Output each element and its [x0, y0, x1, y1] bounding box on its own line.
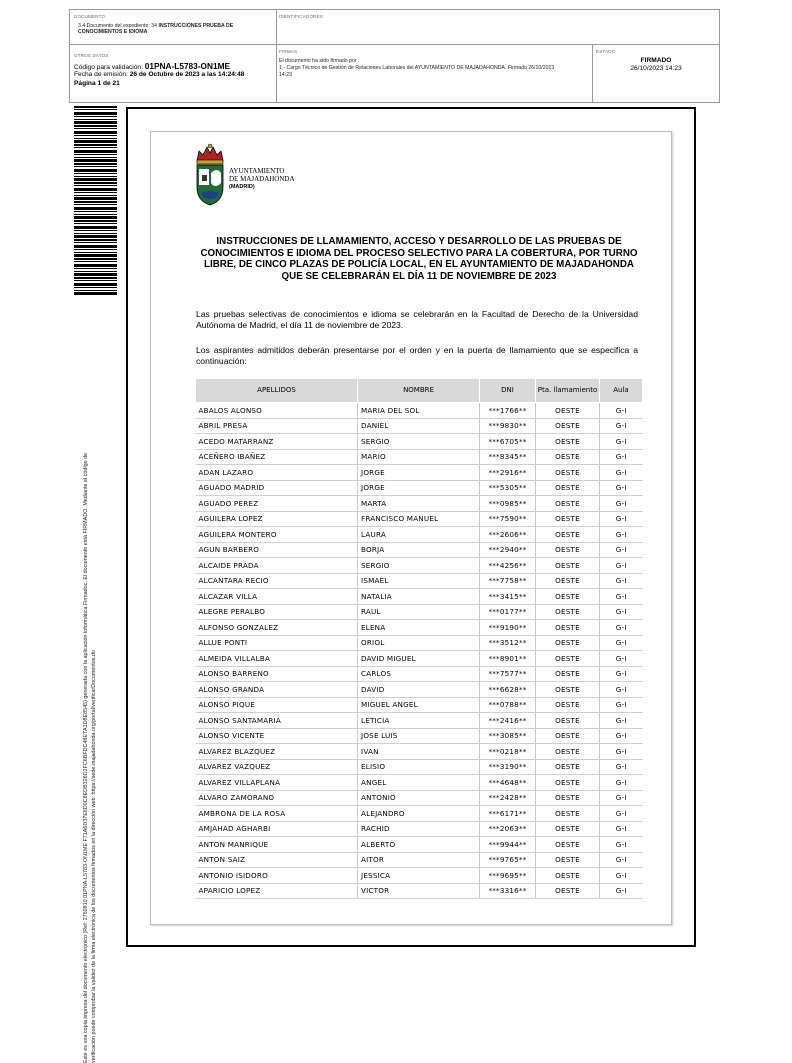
dni-cell: ***9944**: [480, 837, 536, 853]
apellidos-cell: ANTONIO ISIDORO: [196, 868, 358, 884]
document-title: INSTRUCCIONES DE LLAMAMIENTO, ACCESO Y DESARROLLO DE LAS PRUEBAS DE CONOCIMIENTOS E IDIOMA DEL PROCESO SELECTIVO PARA LA COBERTURA, POR TURNO LIBRE, DE CINCO PLAZAS DE POLICÍA LOCAL, EN EL AYUNTAMIENTO DE MAJADAHONDA QUE SE CELEBRARÁN EL DÍA 11 DE NOVIEMBRE DE 2023: [200, 236, 638, 283]
dni-cell: ***9765**: [480, 852, 536, 868]
dni-cell: ***8345**: [480, 449, 536, 465]
table-row: [196, 542, 643, 558]
apellidos-cell: ALFONSO GONZALEZ: [196, 620, 358, 636]
apellidos-cell: ALONSO PIQUE: [196, 697, 358, 713]
table-row: [196, 449, 643, 465]
dni-cell: ***2428**: [480, 790, 536, 806]
puerta-cell: OESTE: [536, 558, 600, 574]
logo-line2: DE MAJADAHONDA: [229, 175, 295, 183]
table-row: [196, 744, 643, 760]
puerta-cell: OESTE: [536, 620, 600, 636]
dni-cell: ***0788**: [480, 697, 536, 713]
aula-cell: G-I: [600, 511, 643, 527]
side-text-line2: verificación puede comprobar la validez de la firma electrónica de los documentos firmados en la dirección web: https://sede.majadahonda.org/portal/verificarDocumentos.do: [91, 650, 97, 1063]
table-row: [196, 868, 643, 884]
nombre-cell: MARIO: [358, 449, 480, 465]
nombre-cell: VICTOR: [358, 883, 480, 899]
apellidos-cell: ALONSO BARRENO: [196, 666, 358, 682]
table-row: [196, 573, 643, 589]
puerta-cell: OESTE: [536, 527, 600, 543]
documento-caption: DOCUMENTO: [74, 14, 106, 19]
document-header: [69, 9, 720, 103]
apellidos-cell: AMBRONA DE LA ROSA: [196, 806, 358, 822]
nombre-cell: JESSICA: [358, 868, 480, 884]
aula-cell: G-I: [600, 713, 643, 729]
table-row: [196, 682, 643, 698]
firmas-line2: 1.- Cargo Técnico de Gestión de Relaciones Laborales del AYUNTAMIENTO DE MAJADAHONDA. Firmado 26/10/2023: [279, 65, 555, 71]
aula-cell: G-I: [600, 542, 643, 558]
nombre-cell: ELENA: [358, 620, 480, 636]
nombre-cell: DANIEL: [358, 418, 480, 434]
municipality-name: [229, 167, 295, 191]
otros-datos-caption: OTROS DATOS: [74, 53, 109, 58]
aula-cell: G-I: [600, 496, 643, 512]
header-dni: DNI: [480, 379, 536, 403]
apellidos-cell: ALLUE PONTI: [196, 635, 358, 651]
aula-cell: G-I: [600, 589, 643, 605]
dni-cell: ***4256**: [480, 558, 536, 574]
nombre-cell: MARIA DEL SOL: [358, 403, 480, 419]
aula-cell: G-I: [600, 527, 643, 543]
puerta-cell: OESTE: [536, 496, 600, 512]
apellidos-cell: ALONSO VICENTE: [196, 728, 358, 744]
puerta-cell: OESTE: [536, 589, 600, 605]
aula-cell: G-I: [600, 620, 643, 636]
table-row: [196, 496, 643, 512]
dni-cell: ***6705**: [480, 434, 536, 450]
nombre-cell: ISMAEL: [358, 573, 480, 589]
page-count: Página 1 de 21: [74, 80, 120, 87]
table-row: [196, 883, 643, 899]
nombre-cell: ALBERTO: [358, 837, 480, 853]
estado-value: FIRMADO: [640, 57, 672, 64]
dni-cell: ***9830**: [480, 418, 536, 434]
apellidos-cell: ALMEIDA VILLALBA: [196, 651, 358, 667]
aula-cell: G-I: [600, 790, 643, 806]
table-row: [196, 403, 643, 419]
nombre-cell: RAUL: [358, 604, 480, 620]
documento-text: 3.4 Documento del expediente: 34 INSTRUCCIONES PRUEBA DE CONOCIMIENTOS E IDIOMA: [78, 23, 234, 35]
table-row: [196, 418, 643, 434]
nombre-cell: NATALIA: [358, 589, 480, 605]
nombre-cell: CARLOS: [358, 666, 480, 682]
aula-cell: G-I: [600, 651, 643, 667]
aula-cell: G-I: [600, 837, 643, 853]
puerta-cell: OESTE: [536, 573, 600, 589]
puerta-cell: OESTE: [536, 883, 600, 899]
firmas-caption: FIRMAS: [279, 49, 298, 54]
aula-cell: G-I: [600, 821, 643, 837]
puerta-cell: OESTE: [536, 837, 600, 853]
puerta-cell: OESTE: [536, 511, 600, 527]
puerta-cell: OESTE: [536, 852, 600, 868]
nombre-cell: JORGE: [358, 480, 480, 496]
puerta-cell: OESTE: [536, 403, 600, 419]
apellidos-cell: ACEÑERO IBAÑEZ: [196, 449, 358, 465]
aula-cell: G-I: [600, 728, 643, 744]
apellidos-cell: AGUADO MADRID: [196, 480, 358, 496]
nombre-cell: SERGIO: [358, 434, 480, 450]
aula-cell: G-I: [600, 852, 643, 868]
dni-cell: ***3415**: [480, 589, 536, 605]
aula-cell: G-I: [600, 868, 643, 884]
puerta-cell: OESTE: [536, 418, 600, 434]
puerta-cell: OESTE: [536, 635, 600, 651]
apellidos-cell: ALVARO ZAMORANO: [196, 790, 358, 806]
nombre-cell: ELISIO: [358, 759, 480, 775]
dni-cell: ***0218**: [480, 744, 536, 760]
nombre-cell: MIGUEL ANGEL: [358, 697, 480, 713]
dni-cell: ***2063**: [480, 821, 536, 837]
side-text-line1: Este es una copia impresa del documento electrónico (Ref: 2750810 01PNA-L5783-ON1ME F71A6D37E6D0C8EDB326D2FC6BFDC48E7A1D8E8545) generada con la aplicación informática Firmadoc. El documento está FIRMADO. Mediante el código de: [83, 452, 89, 1063]
dni-cell: ***7577**: [480, 666, 536, 682]
table-row: [196, 806, 643, 822]
coat-of-arms-icon: [193, 143, 227, 207]
aula-cell: G-I: [600, 604, 643, 620]
aula-cell: G-I: [600, 883, 643, 899]
table-row: [196, 852, 643, 868]
nombre-cell: LAURA: [358, 527, 480, 543]
logo-line3: (MADRID): [229, 184, 255, 190]
table-row: [196, 713, 643, 729]
puerta-cell: OESTE: [536, 821, 600, 837]
table-row: [196, 775, 643, 791]
issue-date: Fecha de emisión: 26 de Octubre de 2023 a las 14:24:48: [74, 71, 245, 78]
puerta-cell: OESTE: [536, 713, 600, 729]
aula-cell: G-I: [600, 775, 643, 791]
nombre-cell: AITOR: [358, 852, 480, 868]
dni-cell: ***2916**: [480, 465, 536, 481]
dni-cell: ***6628**: [480, 682, 536, 698]
intro-paragraph: Las pruebas selectivas de conocimientos e idioma se celebrarán en la Facultad de Derecho de la Universidad Autónoma de Madrid, el día 11 de noviembre de 2023.: [196, 309, 638, 330]
nombre-cell: JOSE LUIS: [358, 728, 480, 744]
aula-cell: G-I: [600, 558, 643, 574]
apellidos-cell: AMJAHAD AGHARBI: [196, 821, 358, 837]
puerta-cell: OESTE: [536, 449, 600, 465]
puerta-cell: OESTE: [536, 651, 600, 667]
apellidos-cell: ANTON MANRIQUE: [196, 837, 358, 853]
header-puerta: Pta. llamamiento: [536, 379, 600, 403]
firmas-line3: 14:23: [279, 72, 292, 78]
aula-cell: G-I: [600, 465, 643, 481]
dni-cell: ***2416**: [480, 713, 536, 729]
table-row: [196, 837, 643, 853]
nombre-cell: ALEJANDRO: [358, 806, 480, 822]
puerta-cell: OESTE: [536, 728, 600, 744]
aula-cell: G-I: [600, 403, 643, 419]
firmas-line1: El documento ha sido firmado por :: [279, 58, 360, 64]
validation-code: Código para validación: 01PNA-L5783-ON1ME: [74, 61, 231, 71]
puerta-cell: OESTE: [536, 682, 600, 698]
identificadores-caption: IDENTIFICADORES: [279, 14, 324, 19]
header-apellidos: APELLIDOS: [196, 379, 358, 403]
aula-cell: G-I: [600, 682, 643, 698]
dni-cell: ***6171**: [480, 806, 536, 822]
nombre-cell: FRANCISCO MANUEL: [358, 511, 480, 527]
puerta-cell: OESTE: [536, 759, 600, 775]
nombre-cell: SERGIO: [358, 558, 480, 574]
dni-cell: ***0177**: [480, 604, 536, 620]
apellidos-cell: ANTON SAIZ: [196, 852, 358, 868]
nombre-cell: ORIOL: [358, 635, 480, 651]
apellidos-cell: ALVAREZ VILLAPLANA: [196, 775, 358, 791]
header-nombre: NOMBRE: [358, 379, 480, 403]
dni-cell: ***3085**: [480, 728, 536, 744]
apellidos-cell: ALONSO SANTAMARIA: [196, 713, 358, 729]
nombre-cell: IVAN: [358, 744, 480, 760]
table-row: [196, 697, 643, 713]
dni-cell: ***8901**: [480, 651, 536, 667]
table-row: [196, 558, 643, 574]
aula-cell: G-I: [600, 418, 643, 434]
apellidos-cell: ALCAIDE PRADA: [196, 558, 358, 574]
nombre-cell: JORGE: [358, 465, 480, 481]
candidates-table: [195, 378, 643, 899]
dni-cell: ***4648**: [480, 775, 536, 791]
nombre-cell: ANTONIO: [358, 790, 480, 806]
table-row: [196, 728, 643, 744]
dni-cell: ***1766**: [480, 403, 536, 419]
puerta-cell: OESTE: [536, 666, 600, 682]
table-row: [196, 527, 643, 543]
puerta-cell: OESTE: [536, 744, 600, 760]
aula-cell: G-I: [600, 744, 643, 760]
puerta-cell: OESTE: [536, 604, 600, 620]
aula-cell: G-I: [600, 449, 643, 465]
aula-cell: G-I: [600, 434, 643, 450]
nombre-cell: DAVID: [358, 682, 480, 698]
dni-cell: ***7590**: [480, 511, 536, 527]
table-row: [196, 511, 643, 527]
dni-cell: ***3190**: [480, 759, 536, 775]
verification-side-text: [82, 203, 98, 1063]
nombre-cell: LETICIA: [358, 713, 480, 729]
dni-cell: ***3316**: [480, 883, 536, 899]
table-row: [196, 465, 643, 481]
nombre-cell: DAVID MIGUEL: [358, 651, 480, 667]
nombre-cell: BORJA: [358, 542, 480, 558]
table-header-row: [196, 379, 643, 403]
table-row: [196, 635, 643, 651]
table-row: [196, 604, 643, 620]
table-row: [196, 651, 643, 667]
header-aula: Aula: [600, 379, 643, 403]
dni-cell: ***3512**: [480, 635, 536, 651]
table-row: [196, 589, 643, 605]
estado-date: 26/10/2023 14:23: [630, 65, 682, 72]
dni-cell: ***2606**: [480, 527, 536, 543]
puerta-cell: OESTE: [536, 868, 600, 884]
dni-cell: ***0985**: [480, 496, 536, 512]
apellidos-cell: AGUILERA MONTERO: [196, 527, 358, 543]
aula-cell: G-I: [600, 480, 643, 496]
apellidos-cell: ALCANTARA RECIO: [196, 573, 358, 589]
estado-caption: ESTADO: [596, 49, 616, 54]
apellidos-cell: ALEGRE PERALBO: [196, 604, 358, 620]
table-row: [196, 434, 643, 450]
dni-cell: ***5305**: [480, 480, 536, 496]
apellidos-cell: ALCAZAR VILLA: [196, 589, 358, 605]
table-row: [196, 620, 643, 636]
dni-cell: ***9190**: [480, 620, 536, 636]
puerta-cell: OESTE: [536, 542, 600, 558]
puerta-cell: OESTE: [536, 480, 600, 496]
aula-cell: G-I: [600, 759, 643, 775]
aula-cell: G-I: [600, 635, 643, 651]
nombre-cell: RACHID: [358, 821, 480, 837]
apellidos-cell: AGUADO PEREZ: [196, 496, 358, 512]
dni-cell: ***2940**: [480, 542, 536, 558]
puerta-cell: OESTE: [536, 790, 600, 806]
table-row: [196, 790, 643, 806]
aula-cell: G-I: [600, 666, 643, 682]
table-row: [196, 759, 643, 775]
logo-line1: AYUNTAMIENTO: [229, 167, 285, 175]
dni-cell: ***9695**: [480, 868, 536, 884]
aula-cell: G-I: [600, 573, 643, 589]
apellidos-cell: ALVAREZ VAZQUEZ: [196, 759, 358, 775]
aula-cell: G-I: [600, 697, 643, 713]
puerta-cell: OESTE: [536, 697, 600, 713]
nombre-cell: ANGEL: [358, 775, 480, 791]
table-row: [196, 821, 643, 837]
puerta-cell: OESTE: [536, 434, 600, 450]
apellidos-cell: AGUN BARBERO: [196, 542, 358, 558]
puerta-cell: OESTE: [536, 775, 600, 791]
apellidos-cell: ACEDO MATARRANZ: [196, 434, 358, 450]
apellidos-cell: ALVAREZ BLAZQUEZ: [196, 744, 358, 760]
apellidos-cell: ABALOS ALONSO: [196, 403, 358, 419]
dni-cell: ***7758**: [480, 573, 536, 589]
apellidos-cell: APARICIO LOPEZ: [196, 883, 358, 899]
puerta-cell: OESTE: [536, 806, 600, 822]
nombre-cell: MARTA: [358, 496, 480, 512]
table-row: [196, 666, 643, 682]
apellidos-cell: ADAN LAZARO: [196, 465, 358, 481]
apellidos-cell: ABRIL PRESA: [196, 418, 358, 434]
aula-cell: G-I: [600, 806, 643, 822]
puerta-cell: OESTE: [536, 465, 600, 481]
table-body: [196, 403, 643, 899]
apellidos-cell: ALONSO GRANDA: [196, 682, 358, 698]
instructions-paragraph: Los aspirantes admitidos deberán presentarse por el orden y en la puerta de llamamiento que se especifica a continuación:: [196, 345, 638, 366]
table-row: [196, 480, 643, 496]
apellidos-cell: AGUILERA LOPEZ: [196, 511, 358, 527]
